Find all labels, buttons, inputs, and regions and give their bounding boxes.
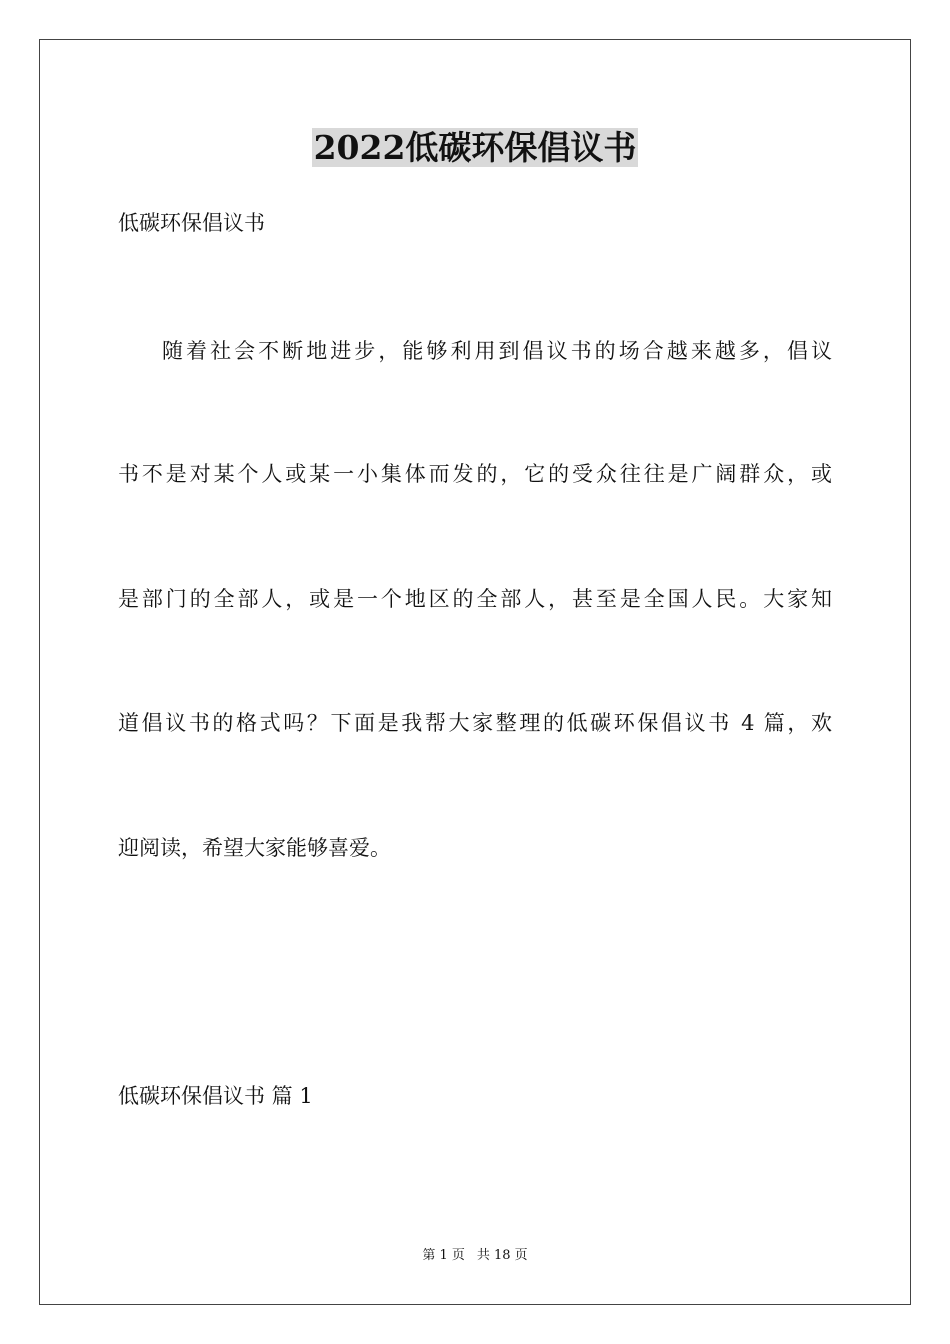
page-footer bbox=[0, 1246, 950, 1266]
intro-line-1: 随着社会不断地进步，能够利用到倡议书的场合越来越多，倡议 bbox=[162, 339, 832, 363]
page-total: 共 18 页 bbox=[476, 1248, 528, 1263]
document-subtitle: 低碳环保倡议书 bbox=[118, 211, 265, 235]
intro-line-5: 迎阅读，希望大家能够喜爱。 bbox=[118, 836, 391, 860]
page-number: 第 1 页 bbox=[422, 1248, 465, 1263]
intro-line-4: 道倡议书的格式吗？下面是我帮大家整理的低碳环保倡议书 4 篇，欢 bbox=[118, 711, 832, 735]
document-title bbox=[0, 126, 950, 170]
intro-line-2: 书不是对某个人或某一小集体而发的，它的受众往往是广阔群众，或 bbox=[118, 462, 832, 486]
intro-line-3: 是部门的全部人，或是一个地区的全部人，甚至是全国人民。大家知 bbox=[118, 587, 832, 611]
section-heading: 低碳环保倡议书 篇 1 bbox=[118, 1084, 313, 1108]
document-title-text: 2022低碳环保倡议书 bbox=[313, 128, 637, 167]
